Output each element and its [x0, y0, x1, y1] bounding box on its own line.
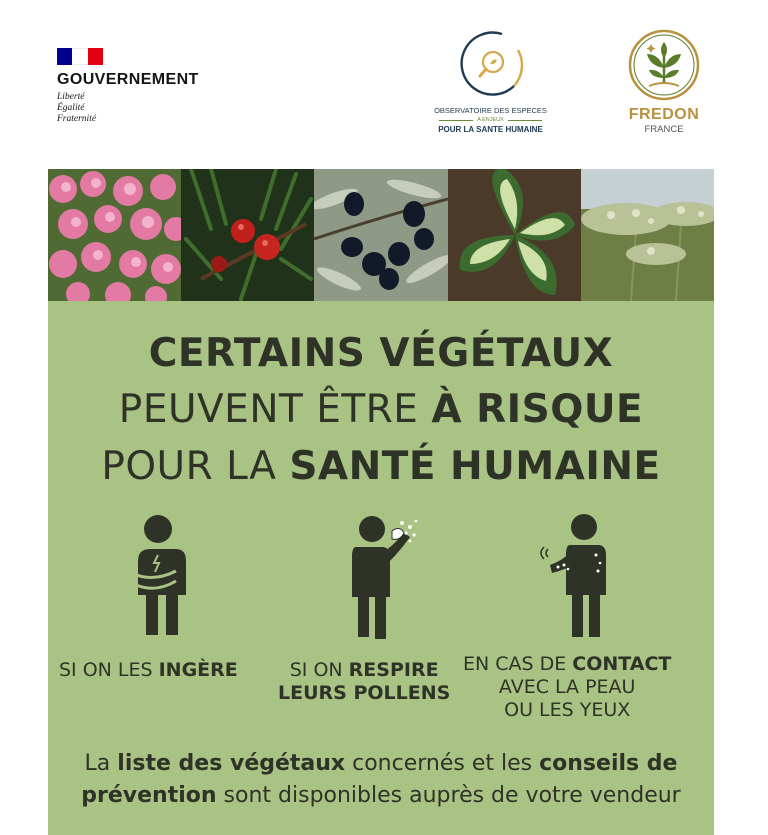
headline-line2: PEUVENT ÊTRE À RISQUE — [118, 387, 644, 432]
observatoire-line2: A ENJEUX — [418, 117, 563, 123]
plant-circle-icon — [627, 28, 701, 102]
oleander-photo — [48, 169, 181, 301]
risk-inhalation-label: SI ON RESPIRE LEURS POLLENS — [278, 659, 451, 704]
magnifier-circle-icon — [452, 26, 530, 104]
marianne-flag-icon — [57, 48, 103, 65]
skin-contact-icon — [538, 511, 618, 643]
yew-photo — [181, 169, 314, 301]
olive-photo — [314, 169, 447, 301]
observatoire-line3: POUR LA SANTE HUMAINE — [438, 125, 543, 134]
hogweed-photo — [581, 169, 714, 301]
info-panel — [48, 301, 714, 835]
footer-note: La liste des végétaux concernés et les conseils de prévention sont disponibles auprès de votre vendeur — [81, 751, 681, 808]
sneeze-icon — [340, 513, 430, 645]
gouvernement-name: GOUVERNEMENT — [57, 71, 199, 88]
fredon-country: FRANCE — [644, 124, 684, 135]
gouvernement-logo — [57, 48, 237, 125]
observatoire-line1: OBSERVATOIRE DES ESPECES — [434, 106, 547, 115]
observatoire-logo — [418, 26, 563, 134]
risk-contact-label: EN CAS DE CONTACT AVEC LA PEAU OU LES YEUX — [463, 653, 672, 721]
dieffenbachia-photo — [448, 169, 581, 301]
headline-line3: POUR LA SANTÉ HUMAINE — [101, 444, 661, 489]
fredon-logo — [618, 28, 710, 135]
fredon-name: FREDON — [628, 106, 700, 123]
headline-line1: CERTAINS VÉGÉTAUX — [148, 331, 614, 376]
plant-photo-strip — [48, 169, 714, 301]
stomach-ache-icon — [122, 513, 202, 645]
gouvernement-motto: Liberté Égalité Fraternité — [57, 92, 97, 124]
risk-ingestion-label: SI ON LES INGÈRE — [59, 659, 238, 681]
